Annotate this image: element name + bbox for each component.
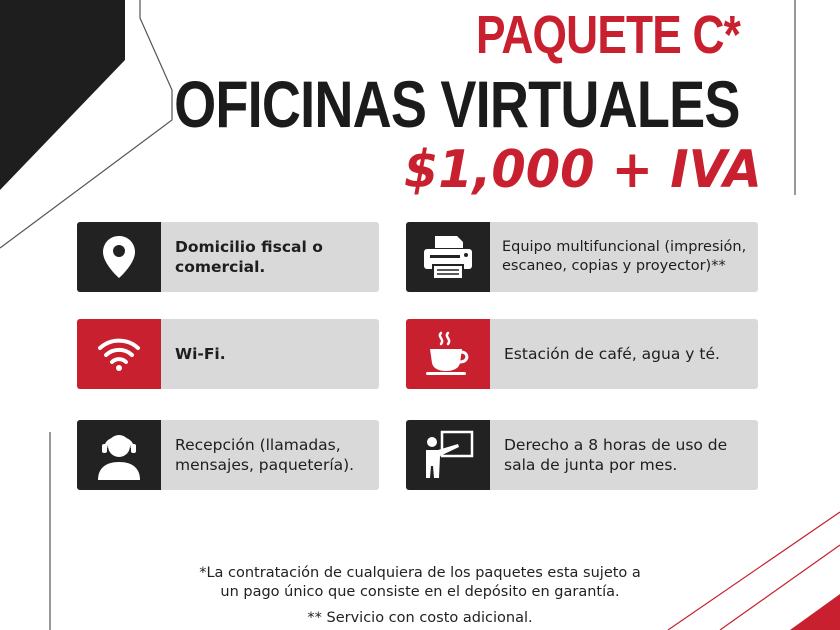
presentation-board-icon <box>406 420 490 490</box>
footnote-line-2: un pago único que consiste en el depósito en garantía. <box>220 584 620 600</box>
price-label: $1,000 + IVA <box>404 140 762 200</box>
service-title: OFICINAS VIRTUALES <box>174 67 740 141</box>
coffee-cup-icon <box>406 319 490 389</box>
feature-card-sala <box>406 420 758 490</box>
printer-icon <box>406 222 490 292</box>
feature-label: Wi-Fi. <box>175 345 226 363</box>
wifi-icon <box>77 319 161 389</box>
feature-label: Domicilio fiscal o comercial. <box>175 238 323 276</box>
feature-card-equipo <box>406 222 758 292</box>
feature-label: Equipo multifuncional (impresión, escaneo, copias y proyector)** <box>502 239 747 274</box>
feature-card-wifi <box>77 319 379 389</box>
feature-card-domicilio <box>77 222 379 292</box>
package-title: PAQUETE C* <box>475 5 740 65</box>
location-pin-icon <box>77 222 161 292</box>
feature-card-cafe <box>406 319 758 389</box>
feature-card-recepcion <box>77 420 379 490</box>
feature-label: Recepción (llamadas, mensajes, paquetería). <box>175 436 355 474</box>
feature-label: Derecho a 8 horas de uso de sala de junta por mes. <box>504 436 728 474</box>
receptionist-headset-icon <box>77 420 161 490</box>
footnote-line-3: ** Servicio con costo adicional. <box>307 610 533 626</box>
feature-label: Estación de café, agua y té. <box>504 345 720 363</box>
footnote-line-1: *La contratación de cualquiera de los paquetes esta sujeto a <box>199 565 641 581</box>
